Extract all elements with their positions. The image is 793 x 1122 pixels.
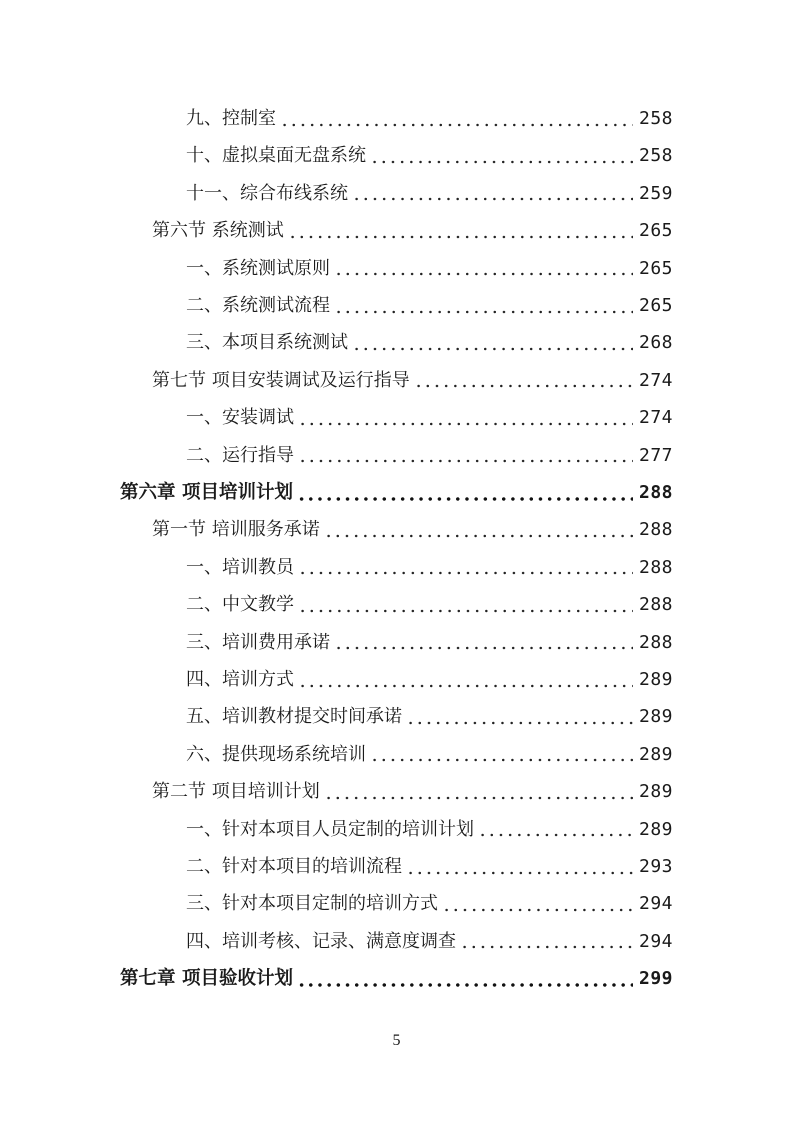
toc-entry-page-number: 277 [638, 444, 673, 466]
toc-dot-leader [288, 235, 633, 239]
toc-entry-title: 一、安装调试 [186, 407, 294, 429]
toc-entry-title: 二、运行指导 [186, 444, 294, 466]
toc-entry-page-number: 294 [638, 893, 673, 915]
toc-dot-leader [280, 123, 633, 127]
toc-entry-chapter[interactable] [120, 960, 673, 997]
toc-entry-item[interactable] [186, 437, 673, 474]
toc-entry-item[interactable] [186, 549, 673, 586]
toc-dot-leader [298, 422, 633, 426]
toc-dot-leader [324, 534, 633, 538]
toc-entry-item[interactable] [186, 848, 673, 885]
toc-entry-page-number: 288 [638, 482, 673, 503]
toc-entry-title: 二、中文教学 [186, 594, 294, 616]
toc-entry-item[interactable] [186, 661, 673, 698]
toc-entry-page-number: 265 [638, 220, 673, 242]
toc-dot-leader [406, 721, 633, 725]
toc-dot-leader [478, 833, 633, 837]
toc-entry-page-number: 288 [638, 519, 673, 541]
toc-dot-leader [298, 571, 633, 575]
toc-entry-title: 五、培训教材提交时间承诺 [186, 706, 402, 728]
toc-entry-title: 第六节 系统测试 [152, 220, 284, 242]
toc-entry-item[interactable] [186, 137, 673, 174]
toc-entry-page-number: 265 [638, 295, 673, 316]
toc-entry-item[interactable] [186, 100, 673, 137]
toc-dot-leader [324, 796, 633, 800]
toc-entry-title: 三、本项目系统测试 [186, 332, 348, 354]
toc-entry-page-number: 288 [638, 556, 673, 578]
toc-dot-leader [297, 497, 633, 501]
toc-dot-leader [298, 459, 633, 463]
toc-entry-page-number: 289 [638, 706, 673, 728]
toc-entry-page-number: 289 [638, 743, 673, 765]
toc-entry-page-number: 299 [638, 968, 673, 990]
toc-entry-item[interactable] [186, 399, 673, 436]
toc-entry-item[interactable] [186, 324, 673, 361]
toc-dot-leader [298, 684, 633, 688]
toc-dot-leader [370, 758, 633, 762]
toc-entry-section[interactable] [152, 212, 673, 249]
toc-entry-page-number: 268 [638, 332, 673, 354]
toc-entry-page-number: 274 [638, 369, 673, 391]
toc-entry-item[interactable] [186, 923, 673, 960]
toc-entry-title: 第七节 项目安装调试及运行指导 [152, 369, 410, 391]
toc-entry-page-number: 288 [638, 594, 673, 616]
toc-dot-leader [352, 347, 633, 351]
toc-entry-title: 二、系统测试流程 [186, 295, 330, 316]
toc-entry-title: 一、系统测试原则 [186, 257, 330, 279]
toc-entry-title: 十、虚拟桌面无盘系统 [186, 145, 366, 167]
toc-entry-title: 六、提供现场系统培训 [186, 743, 366, 765]
toc-entry-item[interactable] [186, 175, 673, 212]
toc-dot-leader [442, 908, 633, 912]
toc-dot-leader [334, 310, 633, 314]
toc-entry-title: 十一、综合布线系统 [186, 182, 348, 204]
toc-entry-item[interactable] [186, 736, 673, 773]
toc-entry-page-number: 294 [638, 930, 673, 952]
toc-entry-page-number: 274 [638, 407, 673, 429]
toc-entry-item[interactable] [186, 624, 673, 661]
toc-dot-leader [370, 160, 633, 164]
toc-entry-title: 第二节 项目培训计划 [152, 781, 320, 803]
toc-entry-section[interactable] [152, 362, 673, 399]
toc-entry-item[interactable] [186, 698, 673, 735]
toc-entry-chapter[interactable] [120, 474, 673, 511]
toc-entry-page-number: 289 [638, 781, 673, 803]
toc-entry-title: 四、培训考核、记录、满意度调查 [186, 930, 456, 952]
toc-dot-leader [298, 609, 633, 613]
toc-entry-page-number: 258 [638, 145, 673, 167]
toc-entry-section[interactable] [152, 773, 673, 810]
toc-entry-title: 第六章 项目培训计划 [120, 482, 293, 503]
toc-dot-leader [297, 983, 633, 987]
toc-entry-page-number: 288 [638, 631, 673, 653]
toc-entry-section[interactable] [152, 511, 673, 548]
toc-entry-item[interactable] [186, 885, 673, 922]
toc-dot-leader [352, 197, 633, 201]
page-number: 5 [392, 1032, 401, 1049]
toc-entry-page-number: 258 [638, 108, 673, 129]
toc-entry-page-number: 289 [638, 818, 673, 840]
toc-entry-title: 第七章 项目验收计划 [120, 968, 293, 990]
toc-dot-leader [334, 646, 633, 650]
toc-entry-item[interactable] [186, 250, 673, 287]
toc-entry-page-number: 293 [638, 856, 673, 877]
toc-dot-leader [406, 871, 633, 875]
toc-entry-item[interactable] [186, 287, 673, 324]
toc-dot-leader [334, 272, 633, 276]
toc-entry-page-number: 265 [638, 257, 673, 279]
toc-entry-page-number: 259 [638, 182, 673, 204]
toc-entry-title: 一、针对本项目人员定制的培训计划 [186, 818, 474, 840]
toc-dot-leader [414, 384, 633, 388]
toc-entry-title: 三、针对本项目定制的培训方式 [186, 893, 438, 915]
toc-entry-item[interactable] [186, 586, 673, 623]
toc-entry-title: 九、控制室 [186, 108, 276, 129]
toc-entry-title: 第一节 培训服务承诺 [152, 519, 320, 541]
toc-entry-page-number: 289 [638, 669, 673, 690]
toc-dot-leader [460, 945, 633, 949]
toc-entry-item[interactable] [186, 811, 673, 848]
toc-entry-title: 三、培训费用承诺 [186, 631, 330, 653]
toc-entry-title: 一、培训教员 [186, 556, 294, 578]
toc-entry-title: 二、针对本项目的培训流程 [186, 856, 402, 877]
toc-entry-title: 四、培训方式 [186, 669, 294, 690]
